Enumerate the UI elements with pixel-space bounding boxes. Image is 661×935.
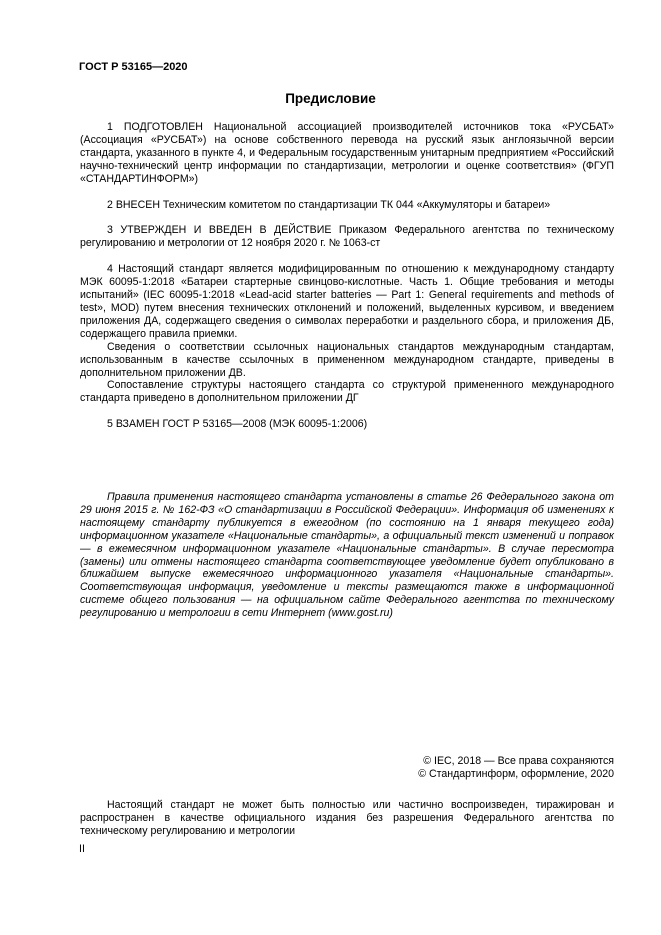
paragraph-4: 4 Настоящий стандарт является модифицированным по отношению к международному стандарту МЭК 60095-1:2018 «Батареи стартерные свинцово-кислотные. Часть 1. Общие требования и методы испытаний» (IEC 60095-1:2018 «Lead-acid starter batteries — Part 1: General requirements and methods of test», MOD) путем внесения технических отклонений и положений, выделенных курсивом, и введением приложения ДА, содержащего сведения о символах переработки и раздельного сбора, и приложения ДБ, содержащего правила приемки. (80, 263, 614, 340)
section-title: Предисловие (285, 91, 376, 106)
page-number: II (79, 843, 85, 855)
paragraph-4c: Сопоставление структуры настоящего стандарта со структурой примененного международного стандарта приведено в дополнительном приложении ДГ (80, 379, 614, 405)
copyright-standartinform: © Стандартинформ, оформление, 2020 (418, 768, 614, 780)
paragraph-3: 3 УТВЕРЖДЕН И ВВЕДЕН В ДЕЙСТВИЕ Приказом Федерального агентства по техническому регулированию и метрологии от 12 ноября 2020 г. № 1063-ст (80, 224, 614, 250)
usage-rules-note: Правила применения настоящего стандарта установлены в статье 26 Федерального закона от 29 июня 2015 г. № 162-ФЗ «О стандартизации в Российской Федерации». Информация об изменениях к настоящему стандарту публикуется в ежегодном (по состоянию на 1 января текущего года) информационном указателе «Национальные стандарты», а официальный текст изменений и поправок — в ежемесячном информационном указателе «Национальные стандарты». В случае пересмотра (замены) или отмены настоящего стандарта соответствующее уведомление будет опубликовано в ближайшем выпуске ежемесячного информационного указателя «Национальные стандарты». Соответствующая информация, уведомление и тексты размещаются также в информационной системе общего пользования — на официальном сайте Федерального агентства по техническому регулированию и метрологии в сети Интернет (www.gost.ru) (80, 491, 614, 620)
paragraph-2: 2 ВНЕСЕН Техническим комитетом по стандартизации ТК 044 «Аккумуляторы и батареи» (107, 198, 551, 211)
paragraph-5: 5 ВЗАМЕН ГОСТ Р 53165—2008 (МЭК 60095-1:2006) (107, 418, 368, 431)
paragraph-4b: Сведения о соответствии ссылочных национальных стандартов международным стандартам, использованным в качестве ссылочных в примененном международном стандарте, приведены в дополнительном приложении ДВ. (80, 340, 614, 379)
copyright-block (418, 755, 614, 781)
document-id-header: ГОСТ Р 53165—2020 (79, 61, 188, 73)
copyright-iec: © IEC, 2018 — Все права сохраняются (423, 755, 614, 767)
paragraph-1: 1 ПОДГОТОВЛЕН Национальной ассоциацией производителей источников тока «РУСБАТ» (Ассоциация «РУСБАТ») на основе собственного перевода на русский язык англоязычной версии стандарта, указанного в пункте 4, и Федеральным государственным унитарным предприятием «Российский научно-технический центр информации по стандартизации, метрологии и оценке соответствия» (ФГУП «СТАНДАРТИНФОРМ») (80, 121, 614, 185)
reproduction-notice: Настоящий стандарт не может быть полностью или частично воспроизведен, тиражирован и распространен в качестве официального издания без разрешения Федерального агентства по техническому регулированию и метрологии (80, 799, 614, 837)
foreword-body (80, 121, 614, 431)
